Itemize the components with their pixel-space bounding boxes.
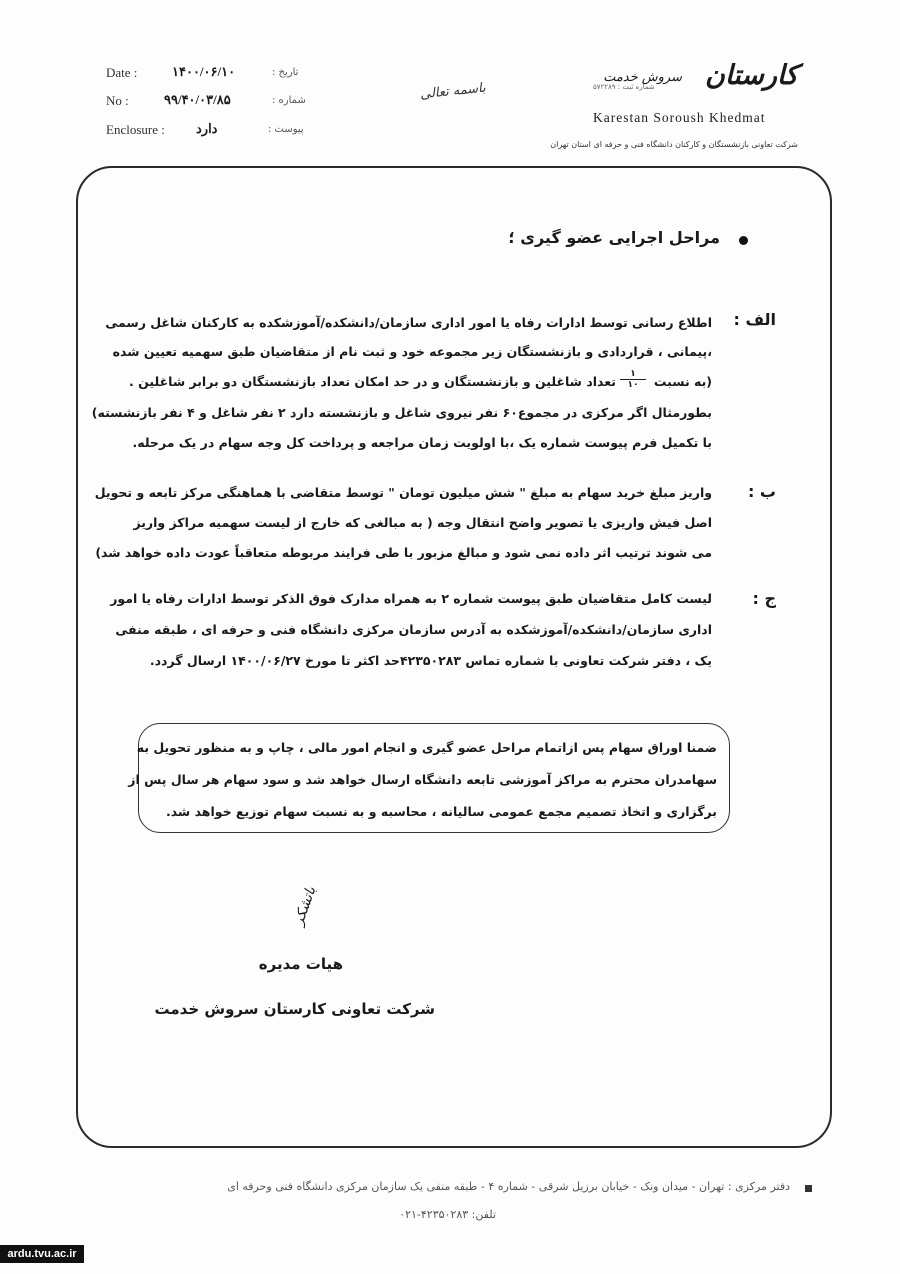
number-label: No :: [106, 93, 129, 108]
square-bullet-icon: [805, 1185, 812, 1192]
section-b-line-1: واریز مبلغ خرید سهام به مبلغ " شش میلیون تومان " توسط متقاضی با هماهنگی مرکز تابعه و تحویل: [94, 485, 712, 500]
section-c-label: ج :: [752, 589, 776, 608]
section-b-label: ب :: [747, 482, 776, 501]
thanks-signature: باتشکر: [290, 884, 320, 928]
footer-phone: تلفن: ۴۲۳۵۰۲۸۳-۰۲۱: [399, 1208, 496, 1221]
section-a-line-1: اطلاع رسانی توسط ادارات رفاه یا امور اداری سازمان/دانشکده/آموزشکده به کارکنان شاغل رسمی: [105, 315, 712, 330]
enclosure-label: Enclosure :: [106, 122, 165, 137]
logo-sub-text: سروش خدمت: [603, 70, 682, 85]
footer-address: دفتر مرکزی : تهران - میدان ونک - خیابان برزیل شرقی - شماره ۴ - طبقه منفی یک سازمان مرکزی دانشگاه فنی وحرفه ای: [227, 1180, 790, 1193]
section-a-line-3: تعداد شاغلین و بازنشستگان و در حد امکان تعداد بازنشستگان دو برابر شاغلین .: [129, 374, 616, 389]
logo-english: Karestan Soroush Khedmat: [593, 110, 766, 125]
notice-line-1: ضمنا اوراق سهام پس ازاتمام مراحل عضو گیری و انجام امور مالی ، چاپ و به منظور تحویل به: [136, 740, 717, 755]
number-value: ۹۹/۴۰/۰۳/۸۵: [164, 92, 231, 107]
date-value: ۱۴۰۰/۰۶/۱۰: [172, 64, 236, 79]
section-c-line-3: یک ، دفتر شرکت تعاونی با شماره تماس ۴۲۳۵۰۲۸۳حد اکثر تا مورخ ۱۴۰۰/۰۶/۲۷ ارسال گردد.: [149, 653, 712, 668]
ratio-fraction: [618, 369, 648, 390]
section-a-line-4: بطورمثال اگر مرکزی در مجموع۶۰ نفر نیروی شاغل و بازنشسته دارد ۲ نفر شاغل و ۴ نفر بازنشسته): [91, 405, 712, 420]
board-label: هیات مدیره: [258, 955, 343, 973]
date-label: Date :: [106, 65, 138, 80]
section-a-ratio-prefix: (به نسبت: [653, 374, 712, 389]
invocation: باسمه تعالی: [419, 80, 487, 103]
section-a-label: الف :: [733, 310, 776, 329]
ratio-denominator: ۱۰: [627, 380, 639, 390]
enclosure-value: دارد: [196, 121, 218, 136]
section-c-line-2: اداری سازمان/دانشکده/آموزشکده به آدرس سازمان مرکزی دانشگاه فنی و حرفه ای ، طبقه منفی: [115, 622, 712, 637]
section-b-line-3: می شوند ترتیب اثر داده نمی شود و مبالغ مزبور با طی فرایند مربوطه متعاقباً عودت داده خواهد شد): [95, 545, 712, 560]
logo-main-text: کارستان: [705, 60, 798, 91]
notice-line-3: برگزاری و اتخاذ تصمیم مجمع عمومی سالیانه ، محاسبه و به نسبت سهام توزیع خواهد شد.: [165, 804, 717, 819]
number-label-fa: شماره :: [272, 95, 306, 106]
company-name: شرکت تعاونی کارستان سروش خدمت: [154, 1000, 435, 1018]
registration-number: شماره ثبت : ۵۷۲۲۸۹: [593, 83, 655, 91]
page-title: مراحل اجرایی عضو گیری ؛: [508, 228, 720, 247]
watermark-badge: ardu.tvu.ac.ir: [0, 1245, 84, 1263]
logo-description: شرکت تعاونی بازنشستگان و کارکنان دانشگاه فنی و حرفه ای استان تهران: [550, 140, 798, 149]
section-a-line-2: ،پیمانی ، قراردادی و بازنشستگان زیر مجموعه خود و ثبت نام از متقاضیان طبق سهمیه تعیین شده: [112, 344, 712, 359]
bullet-icon: [739, 236, 748, 245]
section-a-line-5: با تکمیل فرم پیوست شماره یک ،با اولویت زمان مراجعه و پرداخت کل وجه سهام در یک مرحله.: [132, 435, 712, 450]
ratio-numerator: ۱: [630, 369, 636, 379]
section-c-line-1: لیست کامل متقاضیان طبق پیوست شماره ۲ به همراه مدارک فوق الذکر توسط ادارات رفاه یا امور: [110, 591, 712, 606]
date-label-fa: تاریخ :: [272, 67, 299, 78]
notice-line-2: سهامدران محترم به مراکز آموزشی تابعه دانشگاه ارسال خواهد شد و سود سهام هر سال پس از: [128, 772, 717, 787]
enclosure-label-fa: پیوست :: [268, 124, 304, 135]
section-b-line-2: اصل فیش واریزی یا تصویر واضح انتقال وجه ( به مبالغی که خارج از لیست سهمیه مراکز واریز: [133, 515, 712, 530]
